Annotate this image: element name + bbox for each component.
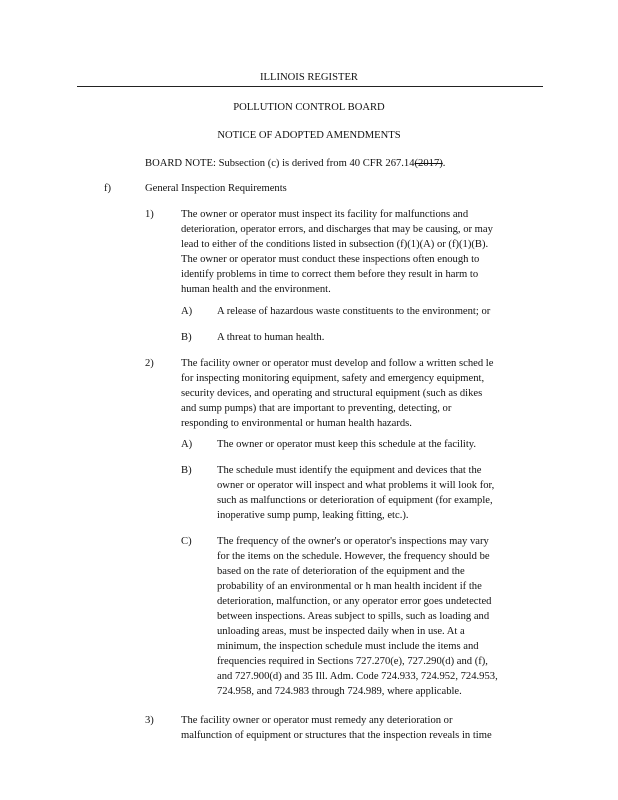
notice-title: NOTICE OF ADOPTED AMENDMENTS bbox=[217, 130, 401, 141]
text-line: for the items on the schedule. However, the frequency should be bbox=[217, 551, 490, 562]
text-line: The frequency of the owner's or operator's inspections may vary bbox=[217, 536, 489, 547]
text-line: 724.958, and 724.983 through 724.989, where applicable. bbox=[217, 686, 462, 697]
item-1B-text: A threat to human health. bbox=[217, 332, 325, 343]
text-line: deterioration, operator errors, and discharges that may be causing, or may bbox=[181, 224, 493, 235]
board-title: POLLUTION CONTROL BOARD bbox=[233, 102, 385, 113]
item-2A-text: The owner or operator must keep this schedule at the facility. bbox=[217, 439, 477, 450]
text-line: unloading areas, must be inspected daily when in use. At a bbox=[217, 626, 465, 637]
board-note-deleted-year: (2017) bbox=[414, 158, 443, 169]
item-2B-label: B) bbox=[181, 465, 192, 476]
text-line: The schedule must identify the equipment and devices that the bbox=[217, 465, 482, 476]
text-line: malfunction of equipment or structures that the inspection reveals in time bbox=[181, 730, 492, 741]
text-line: security devices, and operating and structural equipment (such as dikes bbox=[181, 388, 483, 399]
item-2B-text bbox=[217, 463, 494, 523]
text-line: frequencies required in Sections 727.270(e), 727.290(d) and (f), bbox=[217, 656, 488, 667]
text-line: human health and the environment. bbox=[181, 284, 331, 295]
board-note-text: BOARD NOTE: Subsection (c) is derived from 40 CFR 267.14 bbox=[145, 158, 415, 169]
board-note-tail: . bbox=[442, 158, 446, 169]
text-line: and 727.900(d) and 35 Ill. Adm. Code 724.933, 724.952, 724.953, bbox=[217, 671, 498, 682]
text-line: lead to either of the conditions listed in subsection (f)(1)(A) or (f)(1)(B). bbox=[181, 239, 489, 250]
header-rule bbox=[77, 86, 543, 87]
item-1-label: 1) bbox=[145, 209, 154, 220]
text-line: based on the rate of deterioration of the equipment and the bbox=[217, 566, 465, 577]
text-line: probability of an environmental or h man health incident if the bbox=[217, 581, 482, 592]
item-3-label: 3) bbox=[145, 715, 154, 726]
text-line: owner or operator will inspect and what problems it will look for, bbox=[217, 480, 495, 491]
text-line: and sump pumps) that are important to preventing, detecting, or bbox=[181, 403, 452, 414]
text-line: responding to environmental or human health hazards. bbox=[181, 418, 412, 429]
text-line: for inspecting monitoring equipment, safety and emergency equipment, bbox=[181, 373, 485, 384]
text-line: inoperative sump pump, leaking fitting, etc.). bbox=[217, 510, 409, 521]
text-line: minimum, the inspection schedule must include the items and bbox=[217, 641, 479, 652]
item-1-text bbox=[181, 207, 493, 297]
text-line: The owner or operator must inspect its facility for malfunctions and bbox=[181, 209, 469, 220]
item-2C-label: C) bbox=[181, 536, 192, 547]
text-line: The facility owner or operator must remedy any deterioration or bbox=[181, 715, 453, 726]
register-title: ILLINOIS REGISTER bbox=[260, 72, 358, 83]
text-line: The facility owner or operator must develop and follow a written sched le bbox=[181, 358, 494, 369]
text-line: identify problems in time to correct them before they result in harm to bbox=[181, 269, 479, 280]
text-line: deterioration, malfunction, or any operator error goes undetected bbox=[217, 596, 492, 607]
text-line: The owner or operator must conduct these inspections often enough to bbox=[181, 254, 480, 265]
text-line: such as malfunctions or deterioration of equipment (for example, bbox=[217, 495, 493, 506]
item-1A-label: A) bbox=[181, 306, 193, 317]
item-2C-text bbox=[217, 534, 498, 699]
item-2-label: 2) bbox=[145, 358, 154, 369]
subsection-f-title: General Inspection Requirements bbox=[145, 183, 287, 194]
board-note bbox=[145, 156, 445, 171]
item-2-text bbox=[181, 356, 493, 431]
subsection-f-label: f) bbox=[104, 183, 112, 194]
item-1A-text: A release of hazardous waste constituents to the environment; or bbox=[217, 306, 491, 317]
text-line: between inspections. Areas subject to spills, such as loading and bbox=[217, 611, 490, 622]
item-2A-label: A) bbox=[181, 439, 193, 450]
item-1B-label: B) bbox=[181, 332, 192, 343]
item-3-text bbox=[181, 713, 492, 743]
